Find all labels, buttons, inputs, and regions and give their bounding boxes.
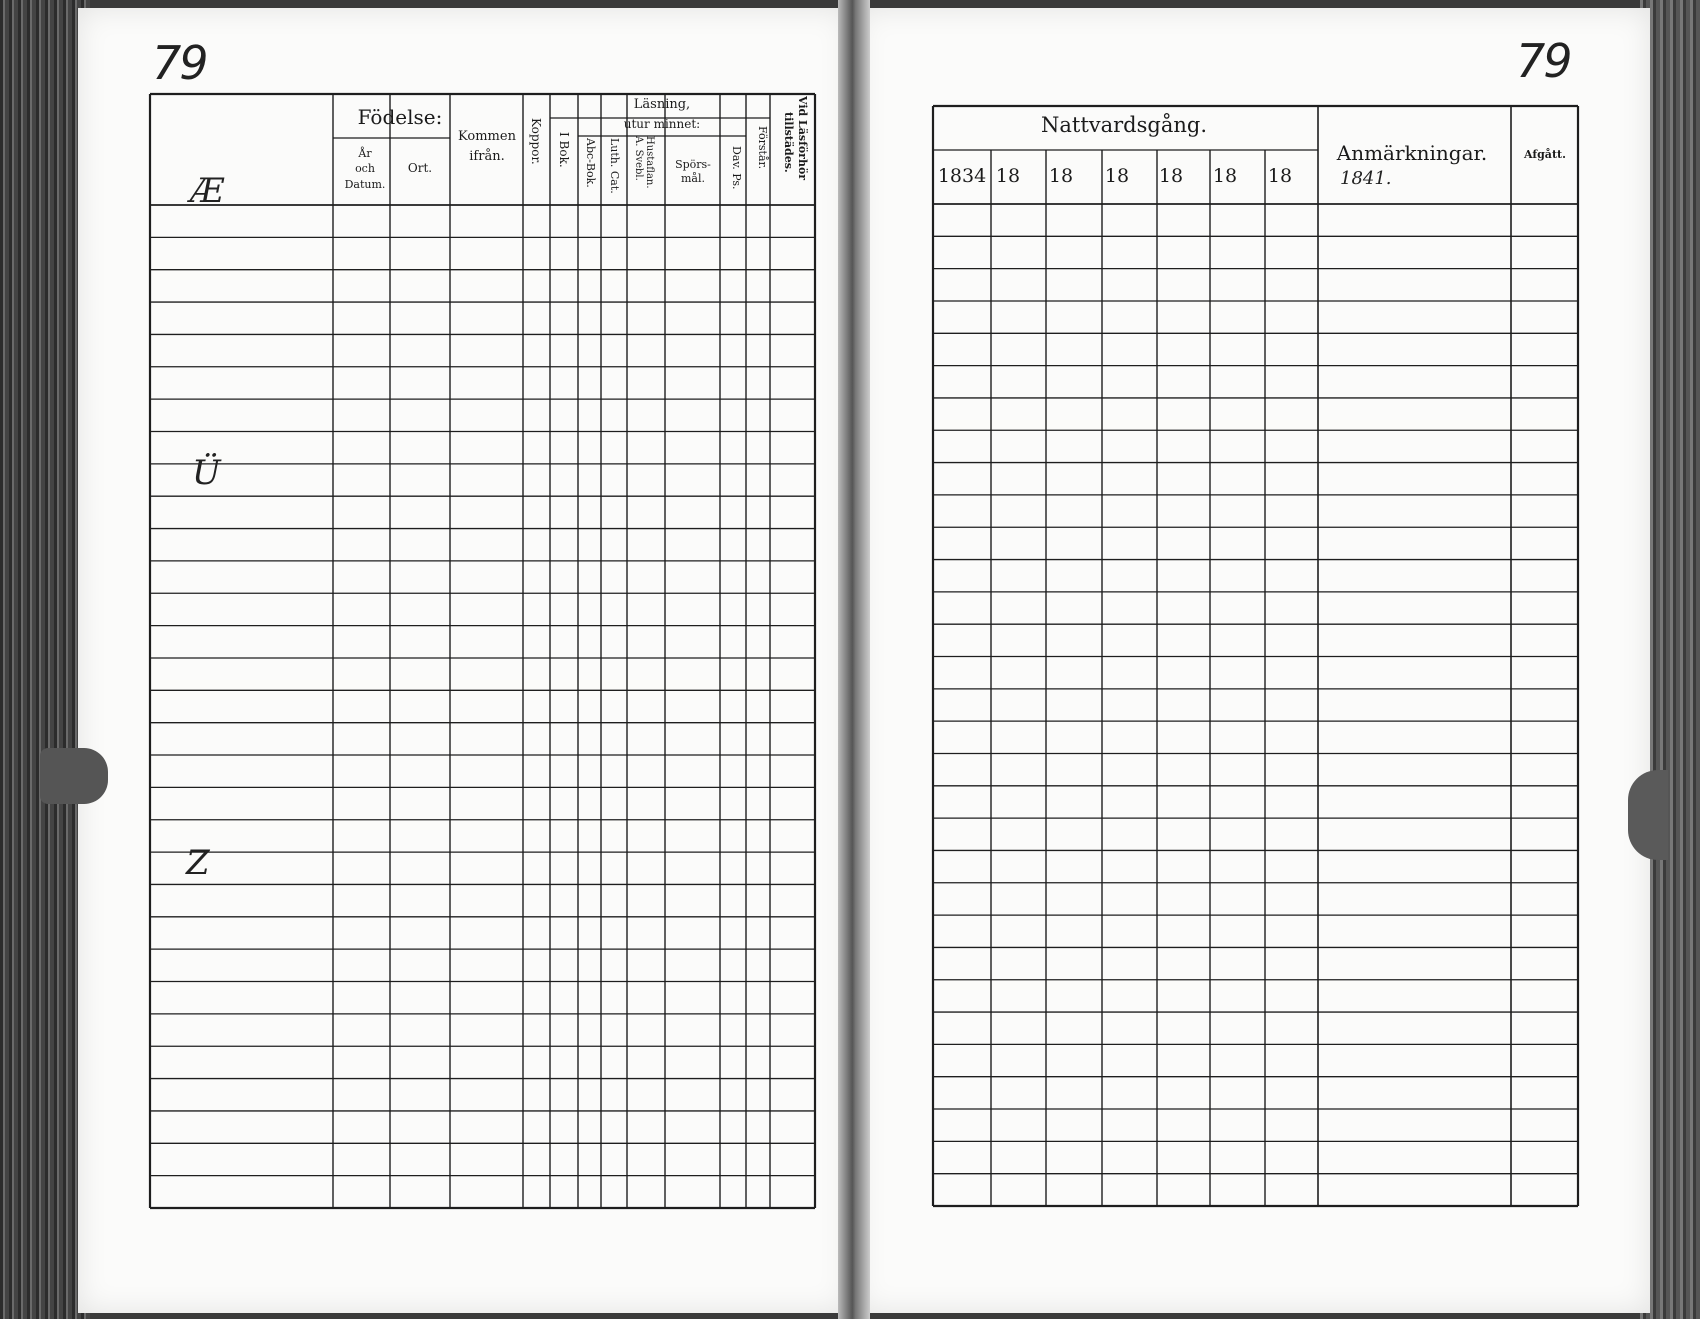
header-datum: Datum. <box>344 178 386 191</box>
header-hustaflan: Hustaflan. <box>644 136 655 189</box>
header-ort: Ort. <box>407 161 433 175</box>
header-afgatt: Afgått. <box>1524 148 1566 161</box>
header-year-7: 18 <box>1267 165 1293 187</box>
folio-right: 79 <box>1516 34 1571 88</box>
left-form-headers <box>345 95 809 194</box>
header-i-bok: I Bok. <box>557 132 571 168</box>
header-abc-bok: Abc-Bok. <box>584 138 597 188</box>
left-form-grid <box>150 94 815 1208</box>
header-nattvardsgang: Nattvardsgång. <box>1040 113 1208 137</box>
handwritten-note-1841: 1841. <box>1340 168 1392 189</box>
header-mal: mål. <box>680 172 706 185</box>
header-fodelse: Födelse: <box>357 105 443 129</box>
header-spors: Spörs- <box>675 158 711 171</box>
header-year-5: 18 <box>1158 165 1184 187</box>
header-dav-ps: Dav. Ps. <box>730 146 743 190</box>
header-kommen: Kommen <box>458 129 516 144</box>
right-form-headers <box>938 113 1566 189</box>
header-year-1: 1834 <box>937 165 987 187</box>
left-form-letters <box>185 171 225 883</box>
header-luth-cat: Luth. Cat. <box>608 138 621 194</box>
header-ifran: ifrån. <box>469 149 505 164</box>
section-letter-u: Ü <box>192 453 221 493</box>
header-och: och <box>355 162 375 175</box>
header-year-3: 18 <box>1048 165 1074 187</box>
right-form-grid <box>933 106 1578 1206</box>
header-lasning: Läsning, <box>633 97 691 112</box>
header-year-2: 18 <box>995 165 1021 187</box>
header-year-4: 18 <box>1104 165 1130 187</box>
header-ar: År <box>358 147 372 160</box>
header-a-svebl: A. Svebl. <box>633 136 644 181</box>
header-utur-minnet: utur minnet: <box>623 117 701 131</box>
folio-left: 79 <box>152 36 207 90</box>
section-letter-z: Z <box>186 843 210 883</box>
header-year-6: 18 <box>1212 165 1238 187</box>
header-forstar: Förstår. <box>756 126 769 170</box>
header-anmarkningar: Anmärkningar. <box>1336 141 1488 165</box>
header-vid-lasforhor: Vid Läsförhör <box>796 96 809 181</box>
header-koppor: Koppor. <box>529 118 543 165</box>
section-letter-ae: Æ <box>190 171 225 211</box>
header-tillstades: tillstädes. <box>782 112 795 173</box>
